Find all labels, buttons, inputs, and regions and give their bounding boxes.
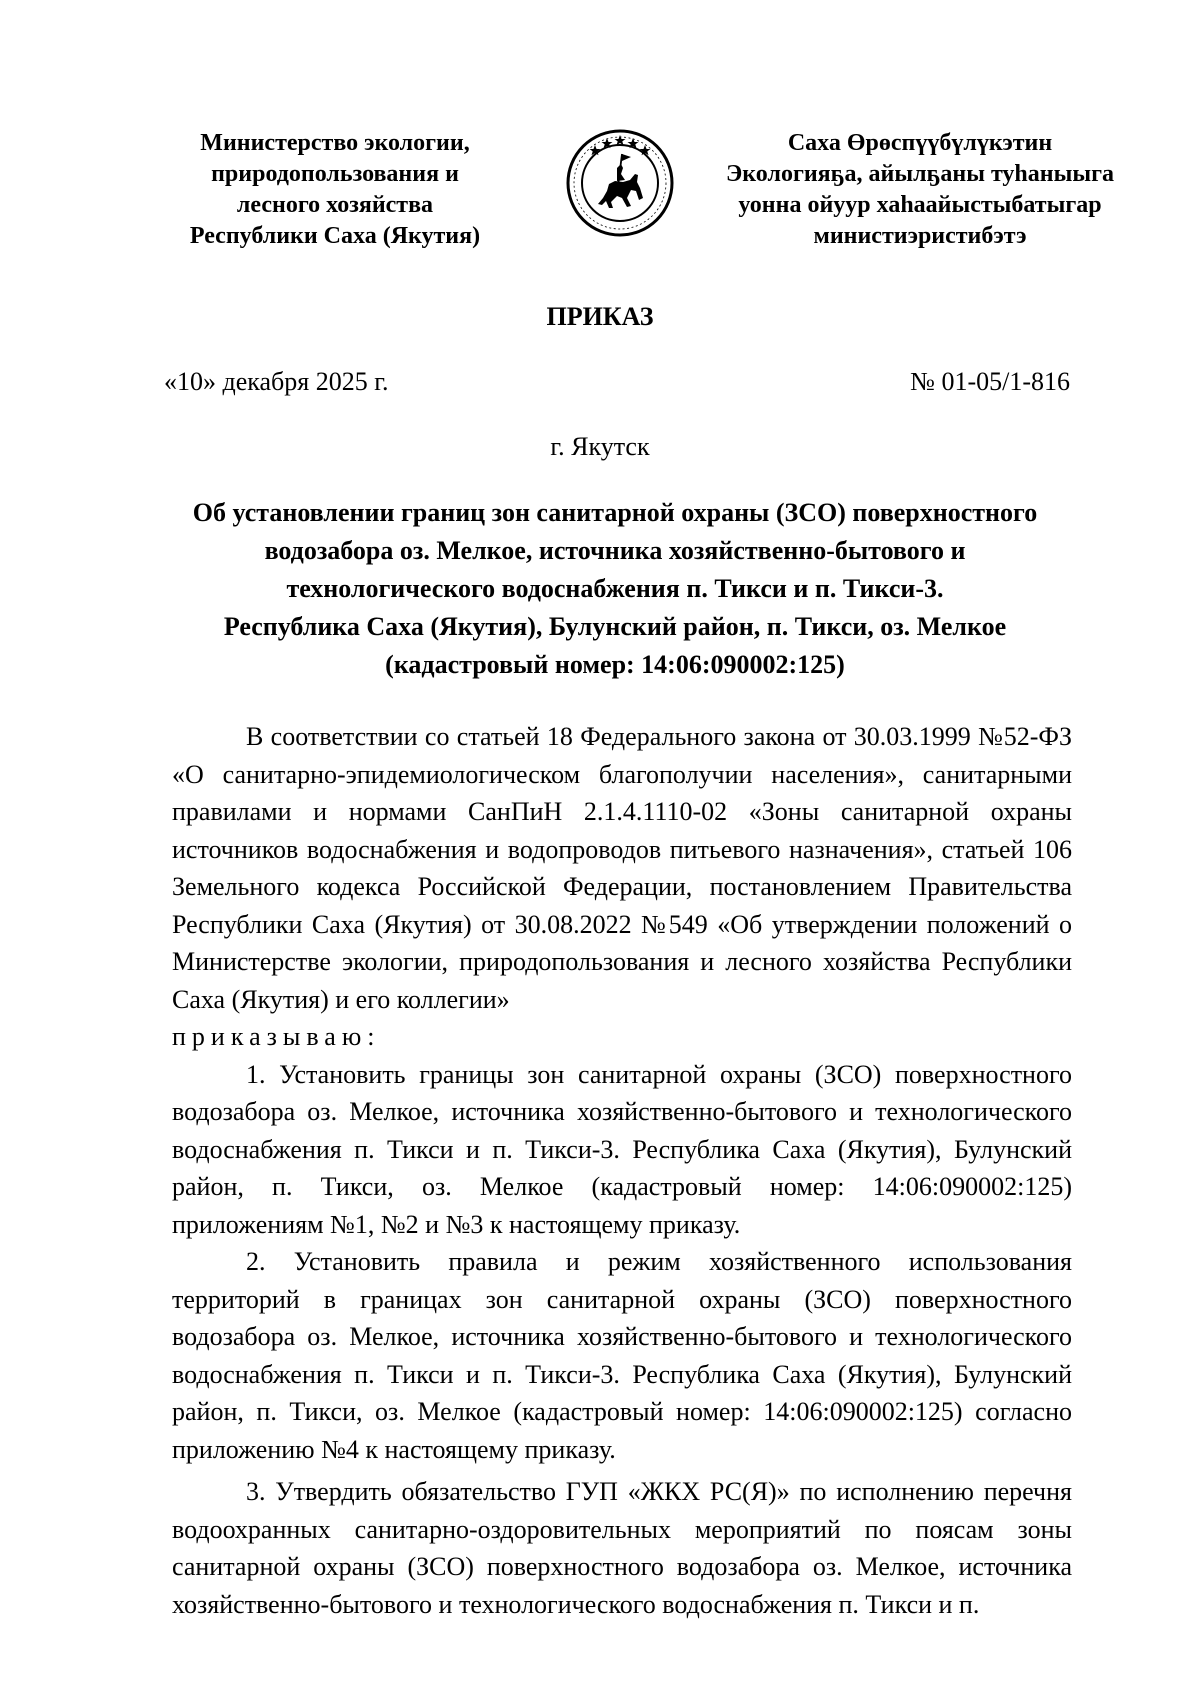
ministry-name-line: Республики Саха (Якутия) xyxy=(189,223,481,249)
order-city: г. Якутск xyxy=(550,432,650,461)
ministry-name-line: Экологияҕа, айылҕаны туһаныыга xyxy=(726,161,1114,187)
order-directive-word: приказываю: xyxy=(172,1022,381,1051)
order-title-line: технологического водоснабжения п. Тикси и п. Тикси-3. xyxy=(286,574,944,603)
order-title xyxy=(150,494,1080,684)
order-title-line: Республика Саха (Якутия), Булунский район, п. Тикси, оз. Мелкое xyxy=(223,612,1007,641)
ministry-name-line: Саха Өрөспүүбүлүкэтин xyxy=(787,130,1053,156)
order-item-3: 3. Утвердить обязательство ГУП «ЖКХ РС(Я)» по исполнению перечня водоохранных санитарно-оздоровительных мероприятий по поясам зоны санитарной охраны (ЗСО) поверхностного водозабора оз. Мелкое, источника хозяйственно-бытового и технологического водоснабжения п. Тикси и п. xyxy=(172,1477,1072,1619)
preamble-paragraph: В соответствии со статьей 18 Федерального закона от 30.03.1999 №52-ФЗ «О санитарно-эпидемиологическом благополучии населения», санитарными правилами и нормами СанПиН 2.1.4.1110-02 «Зоны санитарной охраны источников водоснабжения и водопроводов питьевого назначения», статьей 106 Земельного кодекса Российской Федерации, постановлением Правительства Республики Саха (Якутия) от 30.08.2022 №549 «Об утверждении положений о Министерстве экологии, природопользования и лесного хозяйства Республики Саха (Якутия) и его коллегии» xyxy=(172,722,1072,1014)
ministry-name-line: природопользования и xyxy=(211,161,459,187)
order-item-1: 1. Установить границы зон санитарной охраны (ЗСО) поверхностного водозабора оз. Мелкое, источника хозяйственно-бытового и технологического водоснабжения п. Тикси и п. Тикси-3. Республика Саха (Якутия), Булунский район, п. Тикси, оз. Мелкое (кадастровый номер: 14:06:090002:125) приложениям №1, №2 и №3 к настоящему приказу. xyxy=(172,1059,1072,1239)
coat-of-arms-emblem-icon xyxy=(565,128,675,238)
document-type-heading: ПРИКАЗ xyxy=(546,302,654,331)
order-item-2: 2. Установить правила и режим хозяйственного использования территорий в границах зон санитарной охраны (ЗСО) поверхностного водозабора оз. Мелкое, источника хозяйственно-бытового и технологического водоснабжения п. Тикси и п. Тикси-3. Республика Саха (Якутия), Булунский район, п. Тикси, оз. Мелкое (кадастровый номер: 14:06:090002:125) согласно приложению №4 к настоящему приказу. xyxy=(172,1247,1072,1464)
order-title-line: (кадастровый номер: 14:06:090002:125) xyxy=(385,650,845,679)
order-number: № 01-05/1-816 xyxy=(910,367,1070,396)
ministry-name-russian xyxy=(150,128,520,252)
ministry-name-line: министиэристибэтэ xyxy=(813,223,1027,249)
order-title-line: Об установлении границ зон санитарной охраны (ЗСО) поверхностного xyxy=(192,498,1038,527)
document-header xyxy=(0,128,1200,258)
ministry-name-sakha xyxy=(705,128,1135,252)
ministry-name-line: Министерство экологии, xyxy=(200,130,470,156)
order-body xyxy=(172,718,1072,1623)
order-title-line: водозабора оз. Мелкое, источника хозяйственно-бытового и xyxy=(264,536,966,565)
ministry-name-line: лесного хозяйства xyxy=(236,192,434,218)
ministry-name-line: уонна ойуур хаһаайыстыбатыгар xyxy=(738,192,1102,218)
order-date: «10» декабря 2025 г. xyxy=(164,367,389,396)
